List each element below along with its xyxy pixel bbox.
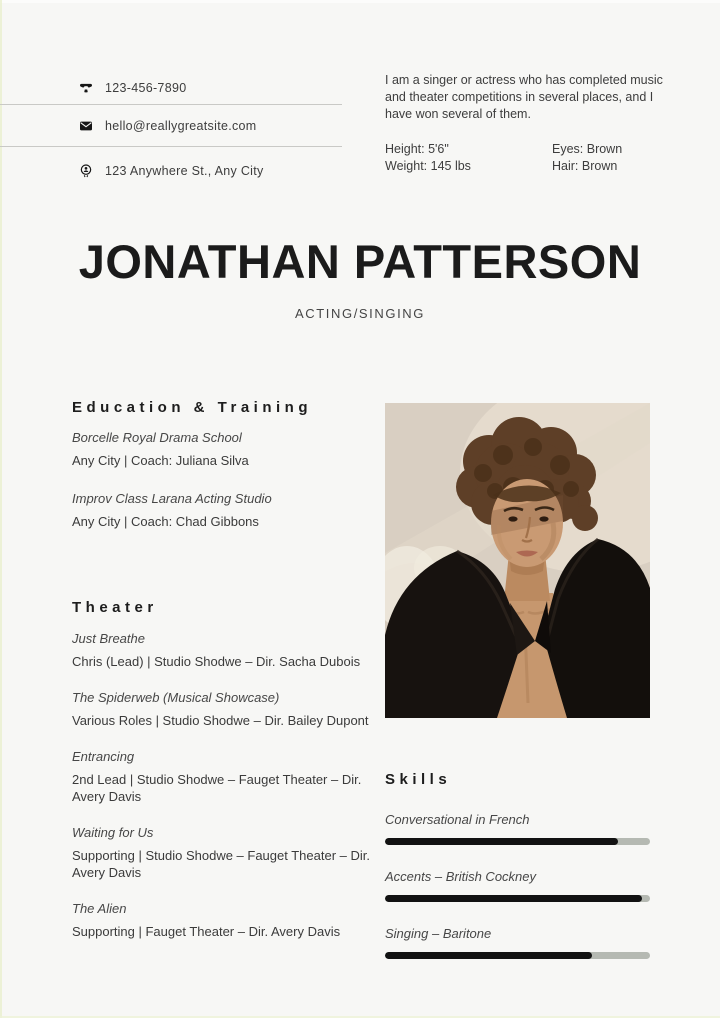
education-section [72, 399, 374, 530]
theater-entry [72, 900, 374, 940]
entry-show: The Alien [72, 901, 127, 916]
skills-section [385, 771, 650, 959]
skill-bar-fill [385, 895, 642, 902]
page-top-edge [0, 0, 720, 3]
entry-school: Improv Class Larana Acting Studio [72, 491, 272, 506]
entry-detail: 2nd Lead | Studio Shodwe – Fauget Theater – Dir. Avery Davis [72, 772, 362, 804]
theater-entry [72, 748, 374, 805]
skill-bar-track [385, 838, 650, 845]
contact-row-address [0, 161, 345, 181]
entry-detail: Various Roles | Studio Shodwe – Dir. Bailey Dupont [72, 713, 369, 728]
skill-bar-fill [385, 952, 592, 959]
headshot-illustration [385, 403, 650, 718]
theater-entries [72, 630, 374, 940]
contact-email: hello@reallygreatsite.com [105, 119, 257, 133]
skill-item [385, 812, 650, 845]
entry-show: The Spiderweb (Musical Showcase) [72, 690, 280, 705]
education-entry [72, 490, 374, 530]
headshot-photo [385, 403, 650, 718]
theater-entry [72, 630, 374, 670]
page-left-edge [0, 0, 2, 1018]
skill-label: Singing – Baritone [385, 926, 492, 941]
theater-section [72, 599, 374, 940]
entry-detail: Any City | Coach: Chad Gibbons [72, 514, 259, 529]
header [0, 235, 720, 288]
stats-column-right [552, 141, 662, 175]
contact-divider [0, 146, 342, 147]
bio-text: I am a singer or actress who has completed music and theater competitions in several places, and I have won several of them. [385, 73, 663, 121]
physical-stats [385, 141, 667, 175]
entry-school: Borcelle Royal Drama School [72, 430, 242, 445]
stat-eyes: Eyes: Brown [552, 142, 623, 156]
entry-show: Waiting for Us [72, 825, 154, 840]
page-title: JONATHAN PATTERSON [78, 235, 642, 288]
skill-item [385, 926, 650, 959]
contact-phone: 123-456-7890 [105, 81, 187, 95]
stat-hair: Hair: Brown [552, 159, 618, 173]
contact-divider [0, 104, 342, 105]
theater-entry [72, 824, 374, 881]
entry-detail: Supporting | Studio Shodwe – Fauget Theater – Dir. Avery Davis [72, 848, 370, 880]
location-icon [77, 163, 94, 180]
skill-bar-track [385, 952, 650, 959]
skill-label: Accents – British Cockney [385, 869, 537, 884]
skill-bar-track [385, 895, 650, 902]
email-icon [77, 118, 94, 135]
entry-show: Entrancing [72, 749, 135, 764]
contact-row-phone [0, 78, 345, 98]
entry-detail: Supporting | Fauget Theater – Dir. Avery Davis [72, 924, 341, 939]
contact-row-email [0, 116, 345, 136]
role-subtitle: ACTING/SINGING [294, 306, 426, 321]
skills-title: Skills [385, 771, 452, 788]
subtitle-wrap [0, 306, 720, 321]
education-entries [72, 429, 374, 530]
stat-weight: Weight: 145 lbs [385, 159, 471, 173]
contact-address: 123 Anywhere St., Any City [105, 164, 264, 178]
entry-detail: Any City | Coach: Juliana Silva [72, 453, 249, 468]
skill-bar-fill [385, 838, 618, 845]
education-entry [72, 429, 374, 469]
education-title: Education & Training [72, 399, 313, 416]
stat-height: Height: 5'6" [385, 142, 449, 156]
entry-show: Just Breathe [72, 631, 145, 646]
skill-label: Conversational in French [385, 812, 530, 827]
stats-column-left [385, 141, 552, 175]
about-section [385, 72, 667, 175]
entry-detail: Chris (Lead) | Studio Shodwe – Dir. Sacha Dubois [72, 654, 361, 669]
theater-title: Theater [72, 599, 158, 616]
theater-entry [72, 689, 374, 729]
phone-icon [77, 80, 94, 97]
skill-item [385, 869, 650, 902]
